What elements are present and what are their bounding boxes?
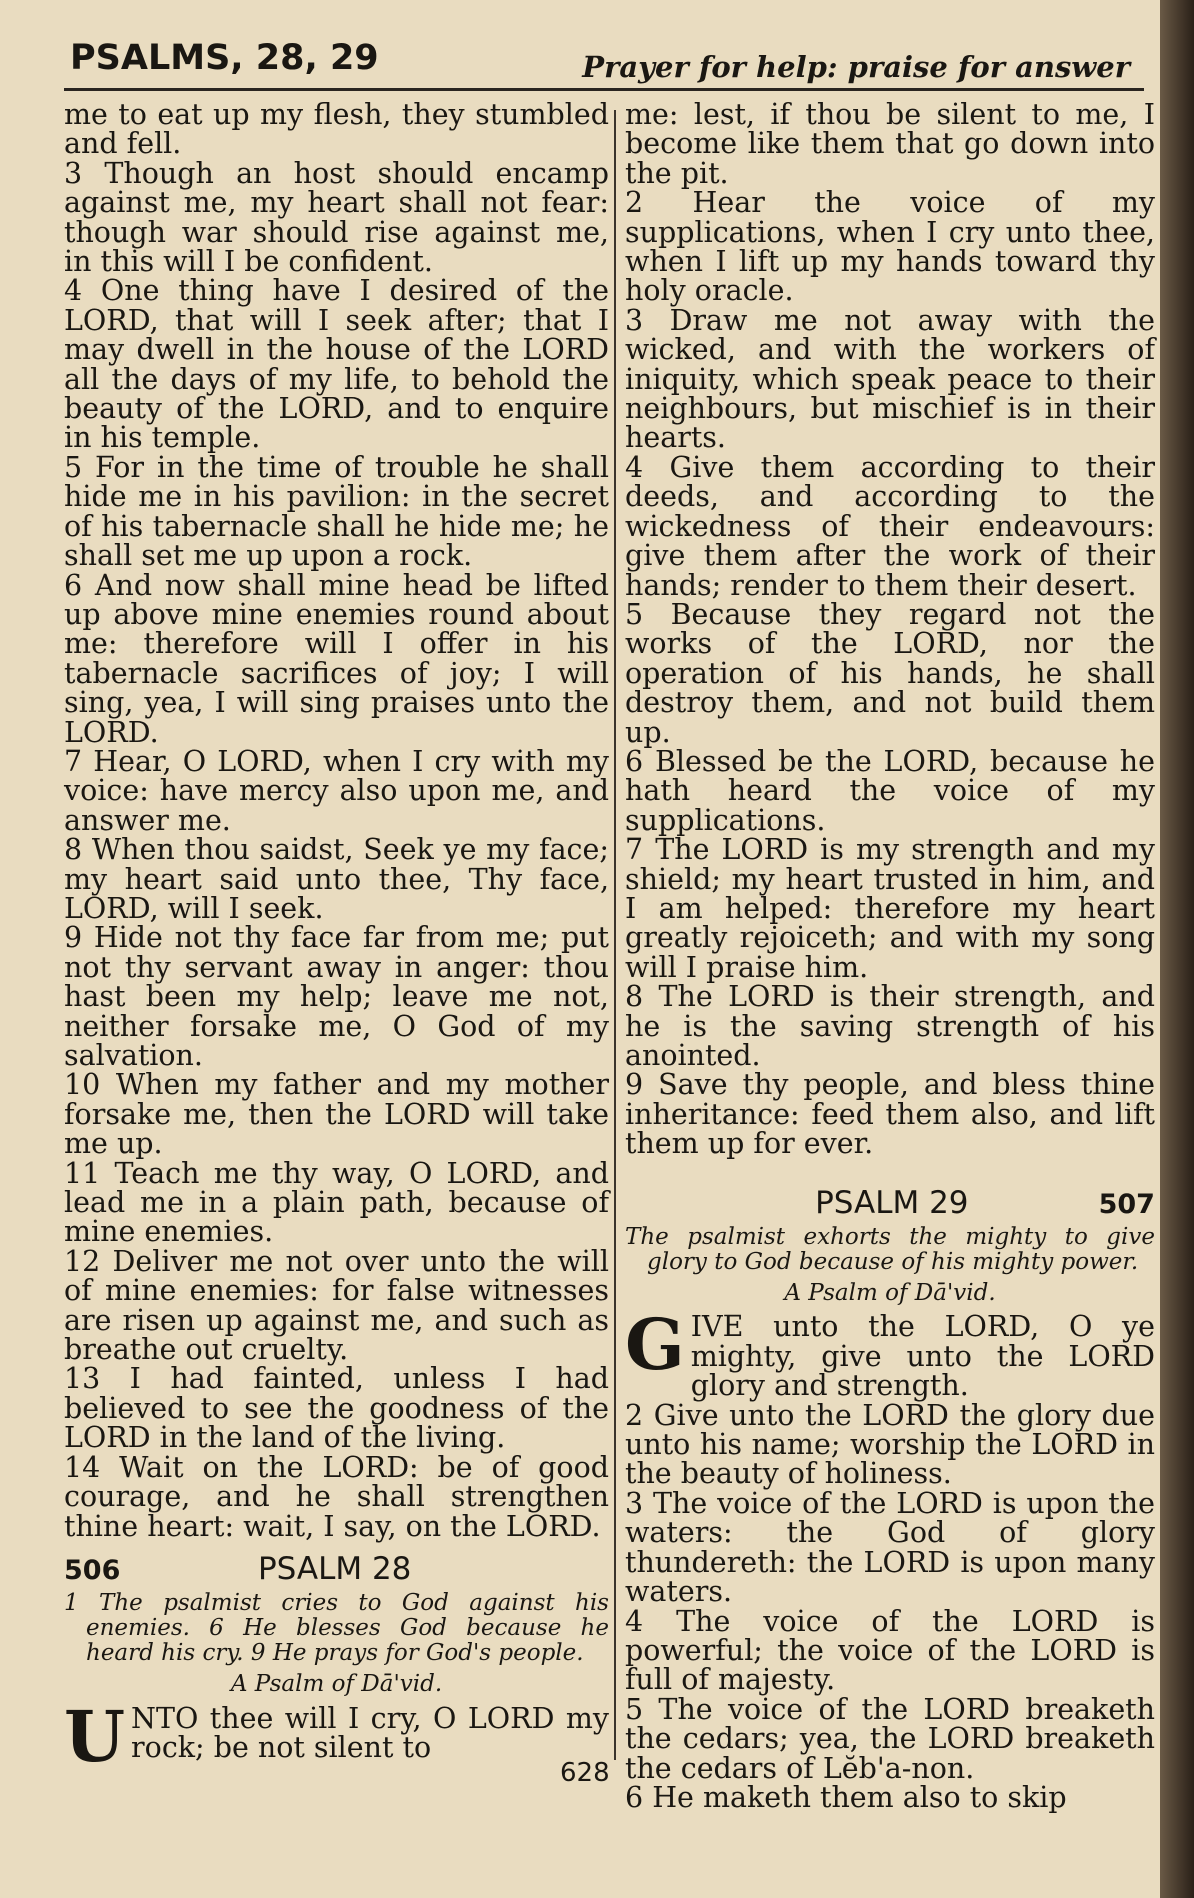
- verse: 6 Blessed be the LORD, because he hath heard the voice of my supplications.: [625, 744, 1155, 837]
- verse: 5 The voice of the LORD breaketh the cedars; yea, the LORD breaketh the cedars of Lĕb'a-non.: [625, 1692, 1155, 1785]
- header-rule: [64, 88, 1144, 91]
- psalm-28-heading: [64, 1550, 609, 1587]
- verse: 9 Save thy people, and bless thine inheritance: feed them also, and lift them up for ever.: [625, 1068, 1155, 1161]
- verse: 11 Teach me thy way, O LORD, and lead me in a plain path, because of mine enemies.: [64, 1156, 609, 1249]
- verse: me: lest, if thou be silent to me, I become like them that go down into the pit.: [625, 98, 1155, 190]
- verse: 3 Though an host should encamp against me, my heart shall not fear: though war should rise against me, in this will I be confident.: [64, 156, 609, 279]
- psalm-summary: 1 The psalmist cries to God against his enemies. 6 He blesses God because he heard his cry. 9 He prays for God's people.: [64, 1590, 609, 1667]
- psalm-summary: The psalmist exhorts the mighty to give glory to God because of his mighty power.: [625, 1224, 1155, 1276]
- page-edge: [1160, 0, 1194, 1898]
- verse: 6 And now shall mine head be lifted up above mine enemies round about me: therefore will I offer in his tabernacle sacrifices of joy; I will sing, yea, I will sing praises unto the LORD.: [64, 568, 609, 749]
- verse: 4 One thing have I desired of the LORD, that will I seek after; that I may dwell in the house of the LORD all the days of my life, to behold the beauty of the LORD, and to enquire in his temple.: [64, 274, 609, 455]
- psalm-opening: [625, 1303, 1155, 1403]
- right-column: [625, 100, 1155, 1812]
- drop-cap: U: [64, 1694, 126, 1778]
- psalm-superscription: A Psalm of Dā'vid.: [230, 1671, 443, 1698]
- verse: 13 I had fainted, unless I had believed to see the goodness of the LORD in the land of the living.: [64, 1362, 609, 1455]
- page-number: 628: [560, 1758, 610, 1788]
- psalm-title: PSALM 28: [257, 1550, 412, 1587]
- verse: 7 The LORD is my strength and my shield; my heart trusted in him, and I am helped: therefore my heart greatly rejoiceth; and with my song will I praise him.: [625, 833, 1155, 984]
- verse: 4 Give them according to their deeds, and according to the wickedness of their endeavours: give them after the work of their hands; render to them their desert.: [625, 450, 1155, 602]
- psalm-number: 506: [64, 1554, 121, 1586]
- verse: 2 Hear the voice of my supplications, when I cry unto thee, when I lift up my hands toward thy holy oracle.: [625, 186, 1155, 308]
- verse: 14 Wait on the LORD: be of good courage, and he shall strengthen thine heart: wait, I say, on the LORD.: [64, 1450, 609, 1543]
- running-head-left: PSALMS, 28, 29: [70, 38, 379, 78]
- verse: 3 The voice of the LORD is upon the waters: the God of glory thundereth: the LORD is upon many waters.: [625, 1486, 1155, 1609]
- running-head-right: Prayer for help: praise for answer: [582, 50, 1130, 84]
- verse: IVE unto the LORD, O ye mighty, give unto the LORD glory and strength.: [690, 1310, 1155, 1403]
- verse: 10 When my father and my mother forsake me, then the LORD will take me up.: [64, 1068, 609, 1161]
- verse: me to eat up my flesh, they stumbled and fell.: [64, 98, 609, 161]
- verse: 8 When thou saidst, Seek ye my face; my heart said unto thee, Thy face, LORD, will I seek.: [64, 833, 609, 925]
- verse: 4 The voice of the LORD is powerful; the voice of the LORD is full of majesty.: [625, 1604, 1155, 1697]
- psalm-number: 507: [1098, 1188, 1155, 1220]
- verse: 6 He maketh them also to skip: [625, 1780, 1067, 1814]
- psalm-title: PSALM 29: [815, 1184, 969, 1221]
- psalm-superscription: A Psalm of Dā'vid.: [784, 1280, 996, 1307]
- verse: 9 Hide not thy face far from me; put not thy servant away in anger: thou hast been my help; leave me not, neither forsake me, O God of my salvation.: [64, 921, 609, 1072]
- opening-text: NTO thee will I cry, O LORD my rock; be not silent to: [131, 1701, 609, 1765]
- verse: 8 The LORD is their strength, and he is the saving strength of his anointed.: [625, 980, 1155, 1072]
- verse: 5 Because they regard not the works of the LORD, nor the operation of his hands, he shall destroy them, and not build them up.: [625, 597, 1155, 749]
- verse: 7 Hear, O LORD, when I cry with my voice: have mercy also upon me, and answer me.: [64, 744, 609, 837]
- psalm-29-heading: [625, 1184, 1155, 1221]
- verse: 5 For in the time of trouble he shall hide me in his pavilion: in the secret of his tabernacle shall he hide me; he shall set me up upon a rock.: [64, 450, 609, 573]
- column-rule: [614, 110, 616, 1760]
- verse: 2 Give unto the LORD the glory due unto his name; worship the LORD in the beauty of holiness.: [625, 1398, 1155, 1491]
- verse: 12 Deliver me not over unto the will of mine enemies: for false witnesses are risen up against me, and such as breathe out cruelty.: [64, 1244, 609, 1367]
- verse: 3 Draw me not away with the wicked, and with the workers of iniquity, which speak peace to their neighbours, but mischief is in their hearts.: [625, 303, 1155, 455]
- drop-cap: G: [625, 1303, 685, 1387]
